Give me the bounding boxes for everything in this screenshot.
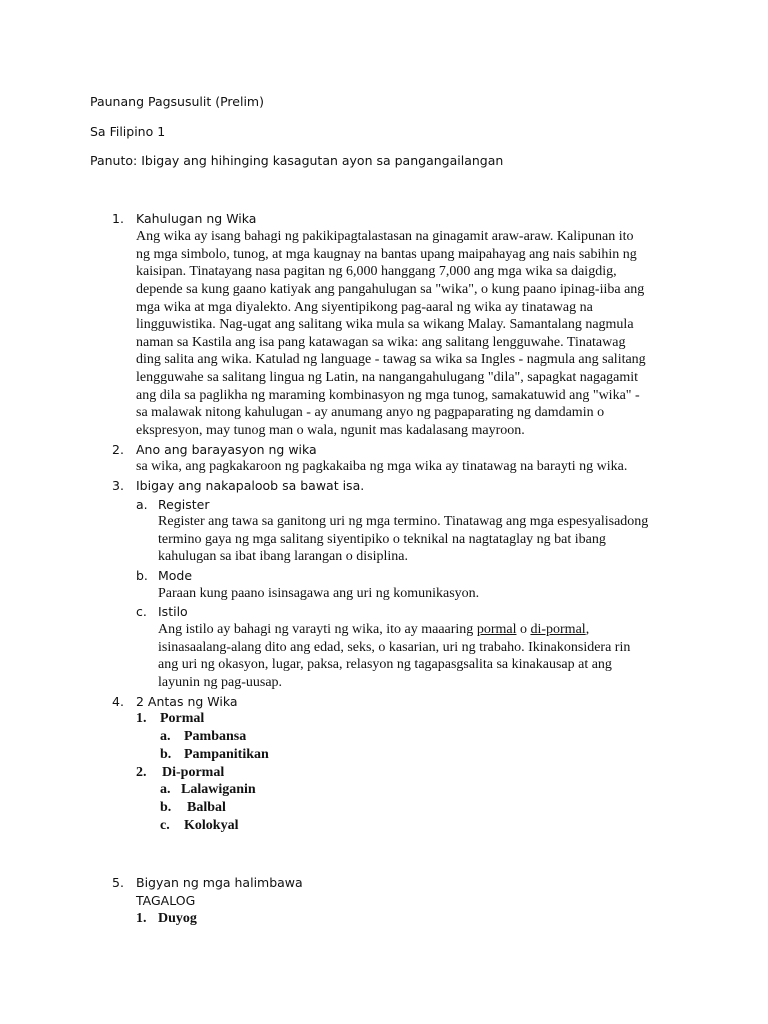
answer-line: isinasaalang-alang dito ang edad, seks, o kasarian, uri ng trabaho. Ikinakonsidera rin (158, 640, 631, 655)
answer-line: mga wika at mga diyalekto. Ang siyentipikong pag-aaral ng wika ay tinatawag na (136, 300, 593, 315)
sub-letter: b. (160, 800, 172, 815)
item-number: 1. (112, 211, 124, 226)
question-label: Kahulugan ng Wika (136, 211, 257, 226)
item-number: 5. (112, 875, 124, 890)
sub-letter: b. (160, 747, 172, 762)
answer-line: layunin ng pag-uusap. (158, 675, 283, 690)
sub-label: Kolokyal (184, 818, 239, 833)
sub-letter: a. (136, 497, 148, 512)
level-label: Pormal (160, 711, 205, 726)
sub-label: Mode (158, 568, 193, 583)
question-label: 2 Antas ng Wika (136, 694, 238, 709)
answer-line: Paraan kung paano isinsagawa ang uri ng komunikasyon. (158, 586, 480, 601)
subject-line: Sa Filipino 1 (90, 124, 166, 139)
question-label: Bigyan ng mga halimbawa (136, 875, 303, 890)
pormal-link[interactable]: pormal (476, 622, 517, 637)
sub-letter: a. (160, 782, 171, 797)
answer-line: sa wika, ang pagkakaroon ng pagkakaiba ng mga wika ay tinatawag na barayti ng wika. (136, 459, 628, 474)
question-label: Ano ang barayasyon ng wika (136, 442, 317, 457)
sub-label: Lalawiganin (181, 782, 256, 797)
level-number: 2. (136, 765, 147, 780)
answer-line: depende sa kung gaano katiyak ang pangahulugan sa "wika", o kung paano ipinag-iiba ang (136, 282, 645, 297)
sub-letter: b. (136, 568, 148, 583)
sub-label: Pampanitikan (184, 747, 269, 762)
answer-line: ekspresyon, may tunog man o wala, ngunit mas kadalasang mayroon. (136, 423, 525, 438)
sub-label: Register (158, 497, 210, 512)
di-pormal-link[interactable]: di-pormal (530, 622, 586, 637)
item-number: 3. (112, 478, 124, 493)
answer-line: Register ang tawa sa ganitong uri ng mga termino. Tinatawag ang mga espesyalisadong (158, 514, 649, 529)
answer-line: kaisipan. Tinatayang nasa pagitan ng 6,000 hanggang 7,000 ang mga wika sa daigdig, (136, 264, 617, 279)
example-number: 1. (136, 911, 147, 926)
sub-label: Istilo (158, 604, 188, 619)
answer-line: ding salita ang wika. Katulad ng language - tawag sa wika sa Ingles - nagmula ang salitang (136, 352, 646, 367)
text-fragment: Ang istilo ay bahagi ng varayti ng wika, ito ay maaaring (158, 622, 477, 637)
answer-line: ng mga simbolo, tunog, at mga kaugnay na bantas upang maipahayag ang nais sabihin ng (136, 247, 637, 262)
language-label: TAGALOG (136, 893, 196, 908)
level-label: Di-pormal (162, 765, 225, 780)
example-label: Duyog (158, 911, 197, 926)
answer-line: naman sa Kastila ang isa pang katawagan sa wika: ang salitang lengguwahe. Tinatawag (136, 335, 626, 350)
text-fragment: , (585, 622, 590, 637)
answer-line (158, 622, 589, 638)
text-fragment: o (516, 622, 531, 637)
level-number: 1. (136, 711, 147, 726)
question-label: Ibigay ang nakapaloob sa bawat isa. (136, 478, 365, 493)
answer-line: sa malawak nitong kahulugan - ay anumang anyo ng pagpaparating ng damdamin o (136, 405, 605, 420)
answer-line: ang uri ng okasyon, lugar, paksa, relasyon ng tagapasgsalita sa kinakausap at ang (158, 657, 612, 672)
answer-line: kahulugan sa ibat ibang larangan o disiplina. (158, 549, 408, 564)
sub-label: Pambansa (184, 729, 247, 744)
sub-letter: c. (136, 604, 147, 619)
sub-letter: c. (160, 818, 170, 833)
answer-line: lengguwahe sa salitang lingua ng Latin, na nangangahulugang "dila", sapagkat nagagamit (136, 370, 639, 385)
instructions: Panuto: Ibigay ang hihinging kasagutan ayon sa pangangailangan (90, 153, 504, 168)
sub-letter: a. (160, 729, 171, 744)
answer-line: lingguwistika. Nag-ugat ang salitang wika mula sa wikang Malay. Samantalang nagmula (136, 317, 634, 332)
sub-label: Balbal (187, 800, 226, 815)
item-number: 2. (112, 442, 124, 457)
exam-title: Paunang Pagsusulit (Prelim) (90, 94, 264, 109)
answer-line: ang dila sa paglikha ng maraming kombinasyon ng mga tunog, samakatuwid ang "wika" - (136, 388, 640, 403)
answer-line: Ang wika ay isang bahagi ng pakikipagtalastasan na ginagamit araw-araw. Kalipunan ito (136, 229, 634, 244)
item-number: 4. (112, 694, 124, 709)
answer-line: termino gaya ng mga salitang siyentipiko o teknikal na nagtataglay ng bat ibang (158, 532, 606, 547)
